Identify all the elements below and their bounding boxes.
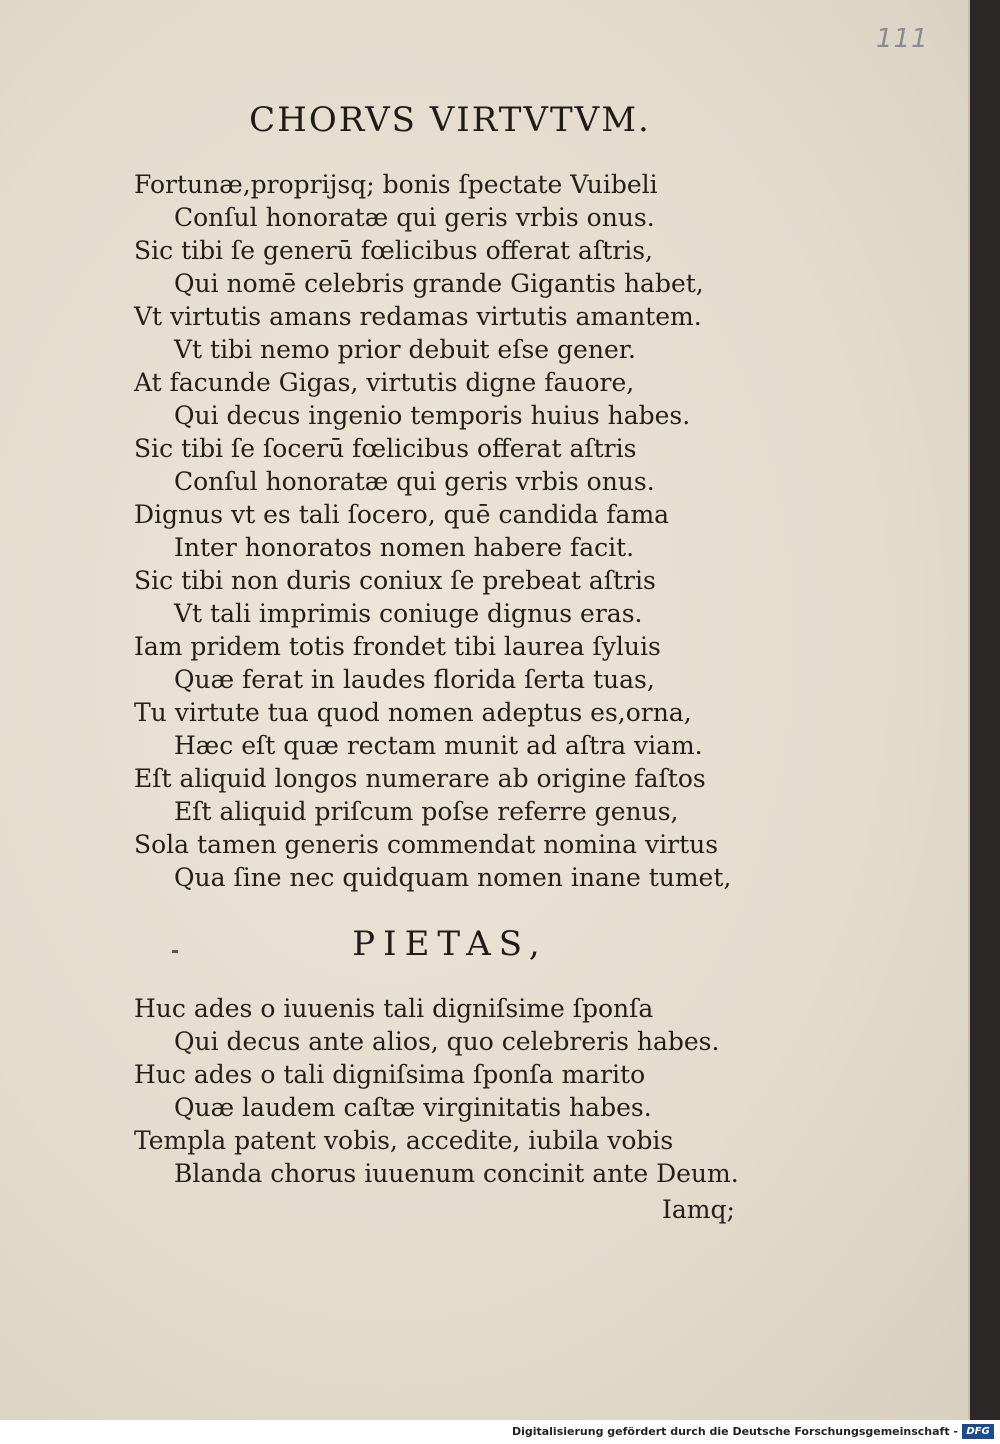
chorus-heading: CHORVS VIRTVTVM.	[249, 100, 651, 140]
verse-line: Vt tibi nemo prior debuit eſse gener.	[174, 335, 636, 364]
verse-line: Iam pridem totis frondet tibi laurea ſyluis	[134, 632, 661, 661]
verse-line: Vt tali imprimis coniuge dignus eras.	[174, 599, 643, 628]
verse-line: Conſul honoratæ qui geris vrbis onus.	[174, 467, 655, 496]
verse-line: Sic tibi ſe generū fœlicibus offerat aſtris,	[134, 236, 653, 265]
catchword: Iamq;	[662, 1195, 735, 1224]
verse-line: Qui decus ante alios, quo celebreris habes.	[174, 1027, 720, 1056]
verse-line: Qui nomē celebris grande Gigantis habet,	[174, 269, 704, 298]
verse-line: Quæ ferat in laudes florida ſerta tuas,	[174, 665, 655, 694]
dfg-logo: DFG	[962, 1424, 994, 1439]
verse-line: Vt virtutis amans redamas virtutis amantem.	[134, 302, 702, 331]
verse-line: Qui decus ingenio temporis huius habes.	[174, 401, 691, 430]
folio-number: 111	[876, 24, 929, 54]
verse-line: Quæ laudem caſtæ virginitatis habes.	[174, 1093, 652, 1122]
verse-line: Hæc eſt quæ rectam munit ad aſtra viam.	[174, 731, 703, 760]
footer-bar	[0, 1420, 1000, 1444]
verse-line: Sic tibi ſe ſocerū fœlicibus offerat aſtris	[134, 434, 637, 463]
verse-line: Eſt aliquid priſcum poſse referre genus,	[174, 797, 679, 826]
footer-credit: Digitalisierung gefördert durch die Deutsche Forschungsgemeinschaft -	[511, 1425, 958, 1438]
verse-line: Blanda chorus iuuenum concinit ante Deum.	[174, 1159, 739, 1188]
verse-line: Inter honoratos nomen habere facit.	[174, 533, 635, 562]
verse-line: Sola tamen generis commendat nomina virtus	[134, 830, 719, 859]
verse-line: At facunde Gigas, virtutis digne fauore,	[134, 368, 635, 397]
verse-line: Huc ades o iuuenis tali digniſsime ſponſa	[134, 994, 654, 1023]
verse-line: Dignus vt es tali ſocero, quē candida fama	[134, 500, 670, 529]
verse-line: Eſt aliquid longos numerare ab origine faſtos	[134, 764, 706, 793]
verse-line: Fortunæ,proprijsq; bonis ſpectate Vuibeli	[134, 170, 658, 199]
verse-line: Conſul honoratæ qui geris vrbis onus.	[174, 203, 655, 232]
pietas-heading: PIETAS,	[352, 924, 548, 964]
verse-line: Tu virtute tua quod nomen adeptus es,orna,	[134, 698, 692, 727]
verse-line: Sic tibi non duris coniux ſe prebeat aſtris	[134, 566, 656, 595]
verse-line: Templa patent vobis, accedite, iubila vobis	[134, 1126, 674, 1155]
verse-line: Qua ſine nec quidquam nomen inane tumet,	[174, 863, 732, 892]
verse-line: Huc ades o tali digniſsima ſponſa marito	[134, 1060, 646, 1089]
